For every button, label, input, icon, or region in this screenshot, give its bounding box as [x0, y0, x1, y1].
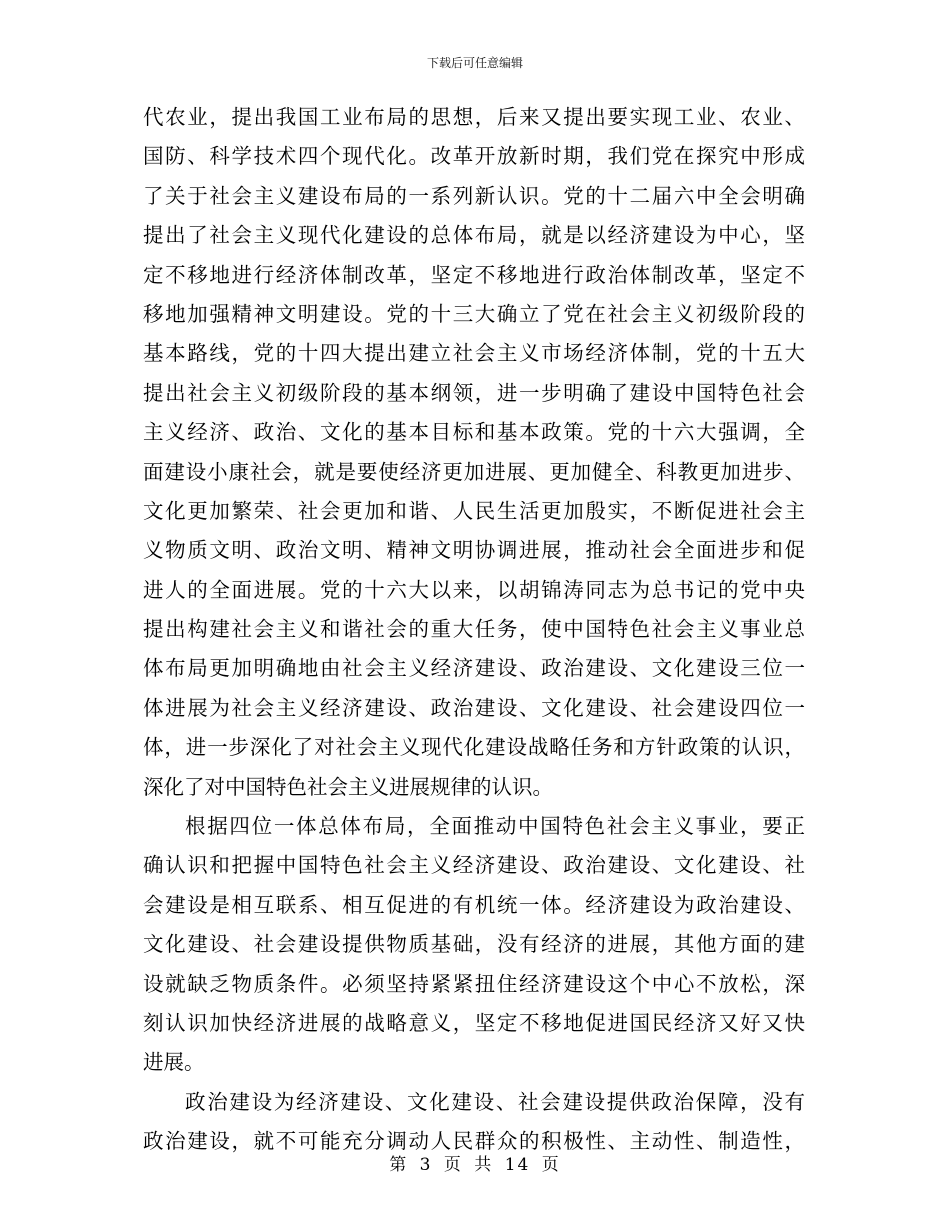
text-line: 体布局更加明确地由社会主义经济建设、政治建设、文化建设三位一 [143, 656, 805, 681]
text-line: 政治建设，就不可能充分调动人民群众的积极性、主动性、制造性， [143, 1129, 805, 1154]
paragraph-1 [143, 98, 805, 807]
text-line: 体，进一步深化了对社会主义现代化建设战略任务和方针政策的认识， [143, 735, 805, 760]
text-line: 会建设是相互联系、相互促进的有机统一体。经济建设为政治建设、 [143, 892, 805, 917]
paragraph-2 [143, 807, 805, 1083]
text-line: 定不移地进行经济体制改革，坚定不移地进行政治体制改革，坚定不 [143, 262, 805, 287]
text-line: 基本路线，党的十四大提出建立社会主义市场经济体制，党的十五大 [143, 341, 805, 366]
text-line: 刻认识加快经济进展的战略意义，坚定不移地促进国民经济又好又快 [143, 1010, 805, 1035]
text-line: 进展。 [143, 1050, 205, 1075]
text-line: 进人的全面进展。党的十六大以来，以胡锦涛同志为总书记的党中央 [143, 577, 805, 602]
text-line: 义物质文明、政治文明、精神文明协调进展，推动社会全面进步和促 [143, 538, 805, 563]
text-line: 确认识和把握中国特色社会主义经济建设、政治建设、文化建设、社 [143, 853, 805, 878]
text-line: 提出了社会主义现代化建设的总体布局，就是以经济建设为中心，坚 [143, 223, 805, 248]
paragraph-3 [143, 1083, 805, 1162]
page-header: 下载后可任意编辑 [426, 56, 523, 70]
text-line: 根据四位一体总体布局，全面推动中国特色社会主义事业，要正 [185, 814, 805, 839]
text-line: 深化了对中国特色社会主义进展规律的认识。 [143, 774, 553, 799]
text-line: 设就缺乏物质条件。必须坚持紧紧扭住经济建设这个中心不放松，深 [143, 971, 805, 996]
text-line: 提出构建社会主义和谐社会的重大任务，使中国特色社会主义事业总 [143, 617, 805, 642]
page-footer: 第 3 页 共 14 页 [389, 1155, 561, 1175]
text-line: 国防、科学技术四个现代化。改革开放新时期，我们党在探究中形成 [143, 144, 805, 169]
document-body [143, 98, 805, 1162]
text-line: 政治建设为经济建设、文化建设、社会建设提供政治保障，没有 [185, 1089, 805, 1114]
text-line: 体进展为社会主义经济建设、政治建设、文化建设、社会建设四位一 [143, 695, 805, 720]
text-line: 文化更加繁荣、社会更加和谐、人民生活更加殷实，不断促进社会主 [143, 498, 805, 523]
text-line: 移地加强精神文明建设。党的十三大确立了党在社会主义初级阶段的 [143, 301, 805, 326]
text-line: 代农业，提出我国工业布局的思想，后来又提出要实现工业、农业、 [143, 105, 805, 129]
text-line: 提出社会主义初级阶段的基本纲领，进一步明确了建设中国特色社会 [143, 380, 805, 405]
text-line: 文化建设、社会建设提供物质基础，没有经济的进展，其他方面的建 [143, 932, 805, 957]
text-line: 面建设小康社会，就是要使经济更加进展、更加健全、科教更加进步、 [143, 459, 805, 484]
text-line: 了关于社会主义建设布局的一系列新认识。党的十二届六中全会明确 [143, 183, 805, 208]
text-line: 主义经济、政治、文化的基本目标和基本政策。党的十六大强调，全 [143, 420, 805, 445]
